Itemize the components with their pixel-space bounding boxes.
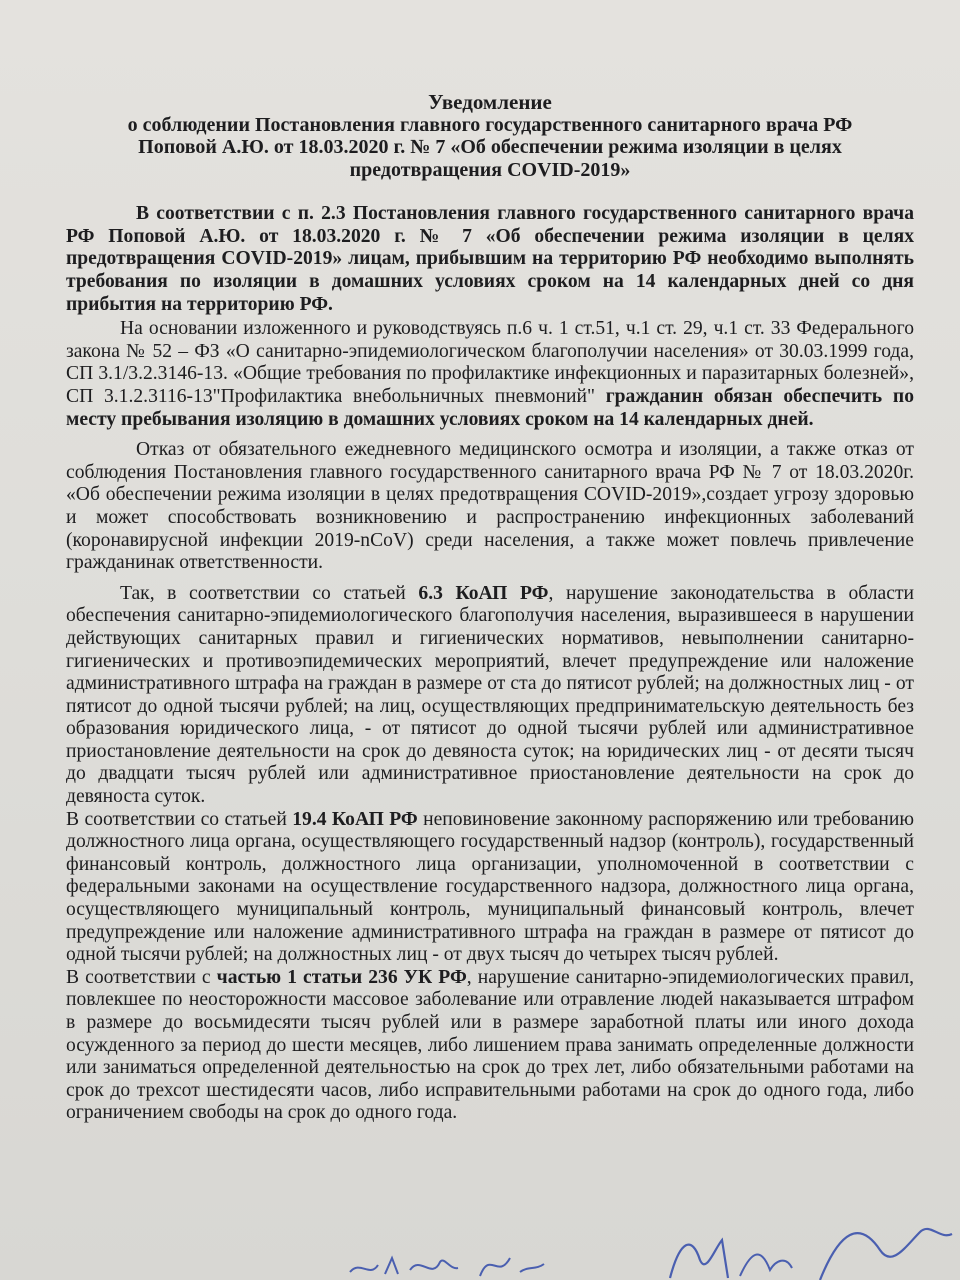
paragraph-isolation-text: В соответствии с п. 2.3 Постановления главного государственного санитарного врача РФ Поповой А.Ю. от 18.03.2020 г. № 7 «Об обеспечении режима изоляции в целях предотвращения COVID-2019» лицам, прибывшим на территорию РФ необходимо выполнять требования по изоляции в домашних условиях сроком на 14 календарных дней со дня прибытия на территорию РФ. — [66, 203, 914, 315]
document-subtitle-line: Поповой А.Ю. от 18.03.2020 г. № 7 «Об обеспечении режима изоляции в целях — [138, 136, 842, 159]
koap-6-3-text: , нарушение законодательства в области обеспечения санитарно-эпидемиологического благополучия населения, выразившееся в нарушении действующих санитарных правил и гигиенических нормативов, невыполнении санитарно-гигиенических и противоэпидемических мероприятий, влечет предупреждение или наложение административного штрафа на граждан в размере от ста до пятисот рублей; на должностных лиц - от пятисот до одной тысячи рублей; на лиц, осуществляющих предпринимательскую деятельность без образования юридического лица, - от пятисот до одной тысячи рублей или административное приостановление деятельности на срок до девяноста суток; на юридических лиц - от десяти тысяч до двадцати тысяч рублей или административное приостановление деятельности на срок до девяноста суток. — [66, 582, 915, 808]
document-subtitle-line: о соблюдении Постановления главного государственного санитарного врача РФ — [127, 114, 853, 136]
koap-6-3-article: 6.3 КоАП РФ — [418, 582, 549, 604]
handwritten-signature — [340, 1210, 960, 1280]
paragraph-koap-19-4 — [66, 809, 914, 967]
paragraph-uk-236 — [66, 967, 914, 1125]
koap-19-4-intro: В соответствии со статьей — [66, 808, 287, 830]
document-body — [66, 90, 914, 1125]
paragraph-refusal-consequences — [66, 439, 914, 575]
paragraph-isolation-requirement — [66, 203, 914, 316]
document-title: Уведомление — [428, 90, 552, 114]
koap-6-3-intro: Так, в соответствии со статьей — [120, 582, 406, 604]
document-subtitle-line: предотвращения COVID-2019» — [349, 158, 631, 181]
uk-236-text: , нарушение санитарно-эпидемиологических правил, повлекшее по неосторожности массовое заболевание или отравление людей наказывается штрафом в размере до восьмидесяти тысяч рублей или в размере заработной платы или иного дохода осужденного за период до шести месяцев, либо лишением права занимать определенные должности или заниматься определенной деятельностью на срок до трех лет, либо обязательными работами на срок до трехсот шестидесяти часов, либо исправительными работами на срок до одного года, либо ограничением свободы на срок до одного года. — [66, 966, 915, 1124]
koap-19-4-text: неповиновение законному распоряжению или требованию должностного лица органа, осуществляющего государственный надзор (контроль), государственный финансовый контроль, должностного лица организации, уполномоченной в соответствии с федеральными законами на осуществление государственного надзора, должностного лица органа, осуществляющего муниципальный контроль, муниципальный финансовый контроль, влечет предупреждение или наложение административного штрафа на граждан в размере от пятисот до одной тысячи рублей; на должностных лиц - от двух тысяч до четырех тысяч рублей. — [66, 808, 915, 966]
document-heading — [66, 90, 914, 181]
uk-236-intro: В соответствии с — [66, 966, 211, 988]
paragraph-koap-6-3 — [66, 583, 914, 809]
paragraph-legal-basis — [66, 318, 914, 431]
koap-19-4-article: 19.4 КоАП РФ — [292, 808, 418, 830]
refusal-text: Отказ от обязательного ежедневного медицинского осмотра и изоляции, а также отказ от соблюдения Постановления главного государственного санитарного врача РФ № 7 от 18.03.2020г. «Об обеспечении режима изоляции в целях предотвращения COVID-2019»,создает угрозу здоровью и может способствовать возникновению и распространению инфекционных заболеваний (коронавирусной инфекции 2019-nCoV) среди населения, а также может повлечь привлечение гражданинак ответственности. — [66, 439, 914, 574]
legal-basis-obligation: гражданин обязан обеспечить по месту пребывания изоляцию в домашних условиях сроком на 14 календарных дней. — [66, 385, 914, 430]
uk-236-article: частью 1 статьи 236 УК РФ — [216, 966, 467, 988]
legal-basis-text: На основании изложенного и руководствуясь п.6 ч. 1 ст.51, ч.1 ст. 29, ч.1 ст. 33 Федерального закона № 52 – ФЗ «О санитарно-эпидемиологическом благополучии населения» от 30.03.1999 года, СП 3.1/3.2.3146-13. «Общие требования по профилактике инфекционных и паразитарных болезней», СП 3.1.2.3116-13"Профилактика внебольничных пневмоний" — [66, 318, 914, 407]
